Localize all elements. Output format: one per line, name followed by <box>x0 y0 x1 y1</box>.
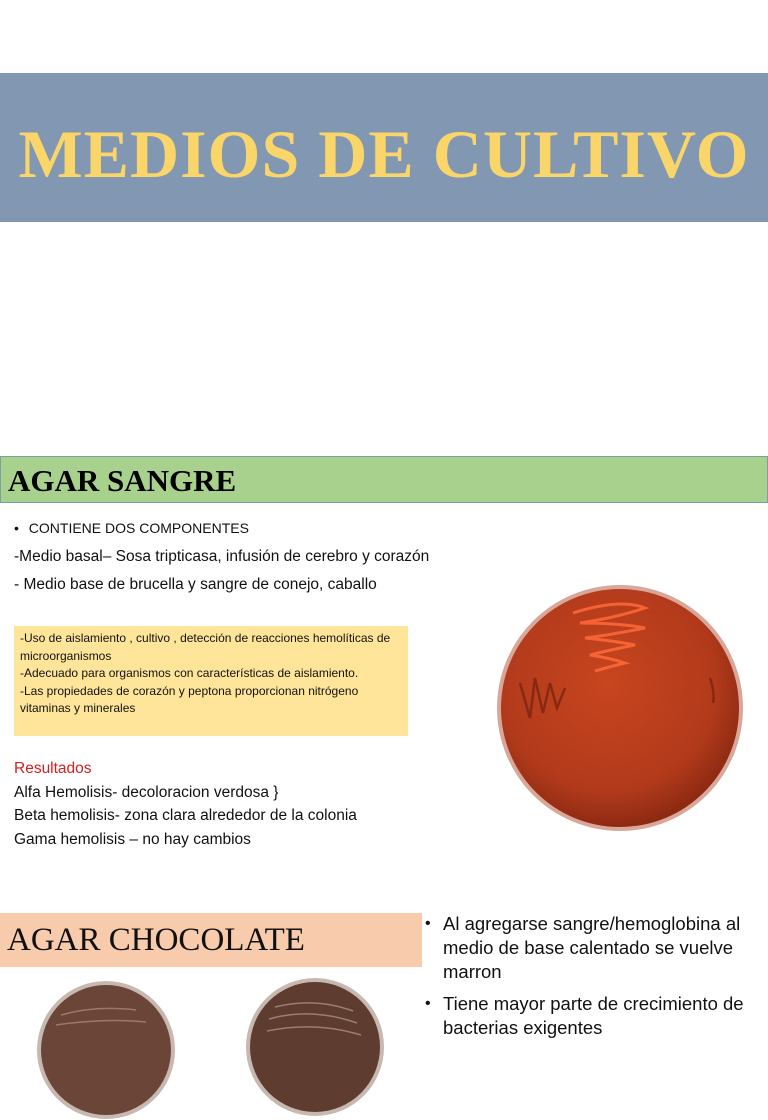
note-line: -Las propiedades de corazón y peptona proporcionan nitrógeno vitaminas y minerales <box>20 683 359 716</box>
result-item: Gama hemolisis – no hay cambios <box>14 830 251 848</box>
bullet-dot: • <box>425 995 431 1012</box>
agar-chocolate-header <box>0 913 422 967</box>
agar-sangre-header <box>0 456 768 503</box>
agar-sangre-notes <box>14 626 408 736</box>
list-item <box>425 992 765 1040</box>
chocolate-item-text: Al agregarse sangre/hemoglobina al medio de base calentado se vuelve marron <box>443 913 741 982</box>
results-heading: Resultados <box>14 760 92 777</box>
page-title: MEDIOS DE CULTIVO <box>18 115 750 192</box>
note-line: -Adecuado para organismos con características de aislamiento. <box>20 666 359 681</box>
list-item <box>425 912 765 984</box>
bullet-dot: • <box>14 520 19 536</box>
medio-base-line: - Medio base de brucella y sangre de conejo, caballo <box>14 576 377 593</box>
agar-chocolate-heading: AGAR CHOCOLATE <box>7 922 305 958</box>
chocolate-item-text: Tiene mayor parte de crecimiento de bacterias exigentes <box>443 993 744 1038</box>
agar-sangre-heading: AGAR SANGRE <box>8 463 237 498</box>
title-banner <box>0 73 768 222</box>
agar-chocolate-list <box>425 912 765 1048</box>
result-item: Alfa Hemolisis- decoloracion verdosa } <box>14 783 279 801</box>
blood-agar-plate-image <box>495 583 745 833</box>
chocolate-agar-plate-image <box>36 980 176 1120</box>
note-line: -Uso de aislamiento , cultivo , detección de reacciones hemolíticas de microorganismos <box>20 631 391 663</box>
medio-basal-line: -Medio basal– Sosa tripticasa, infusión de cerebro y corazón <box>14 548 430 565</box>
components-title: CONTIENE DOS COMPONENTES <box>28 520 249 536</box>
bullet-dot: • <box>425 915 431 932</box>
chocolate-agar-plate-image <box>245 977 385 1117</box>
components-line <box>14 520 429 548</box>
agar-sangre-results <box>14 760 357 854</box>
agar-sangre-components <box>14 520 429 604</box>
result-item: Beta hemolisis- zona clara alrededor de la colonia <box>14 807 357 824</box>
